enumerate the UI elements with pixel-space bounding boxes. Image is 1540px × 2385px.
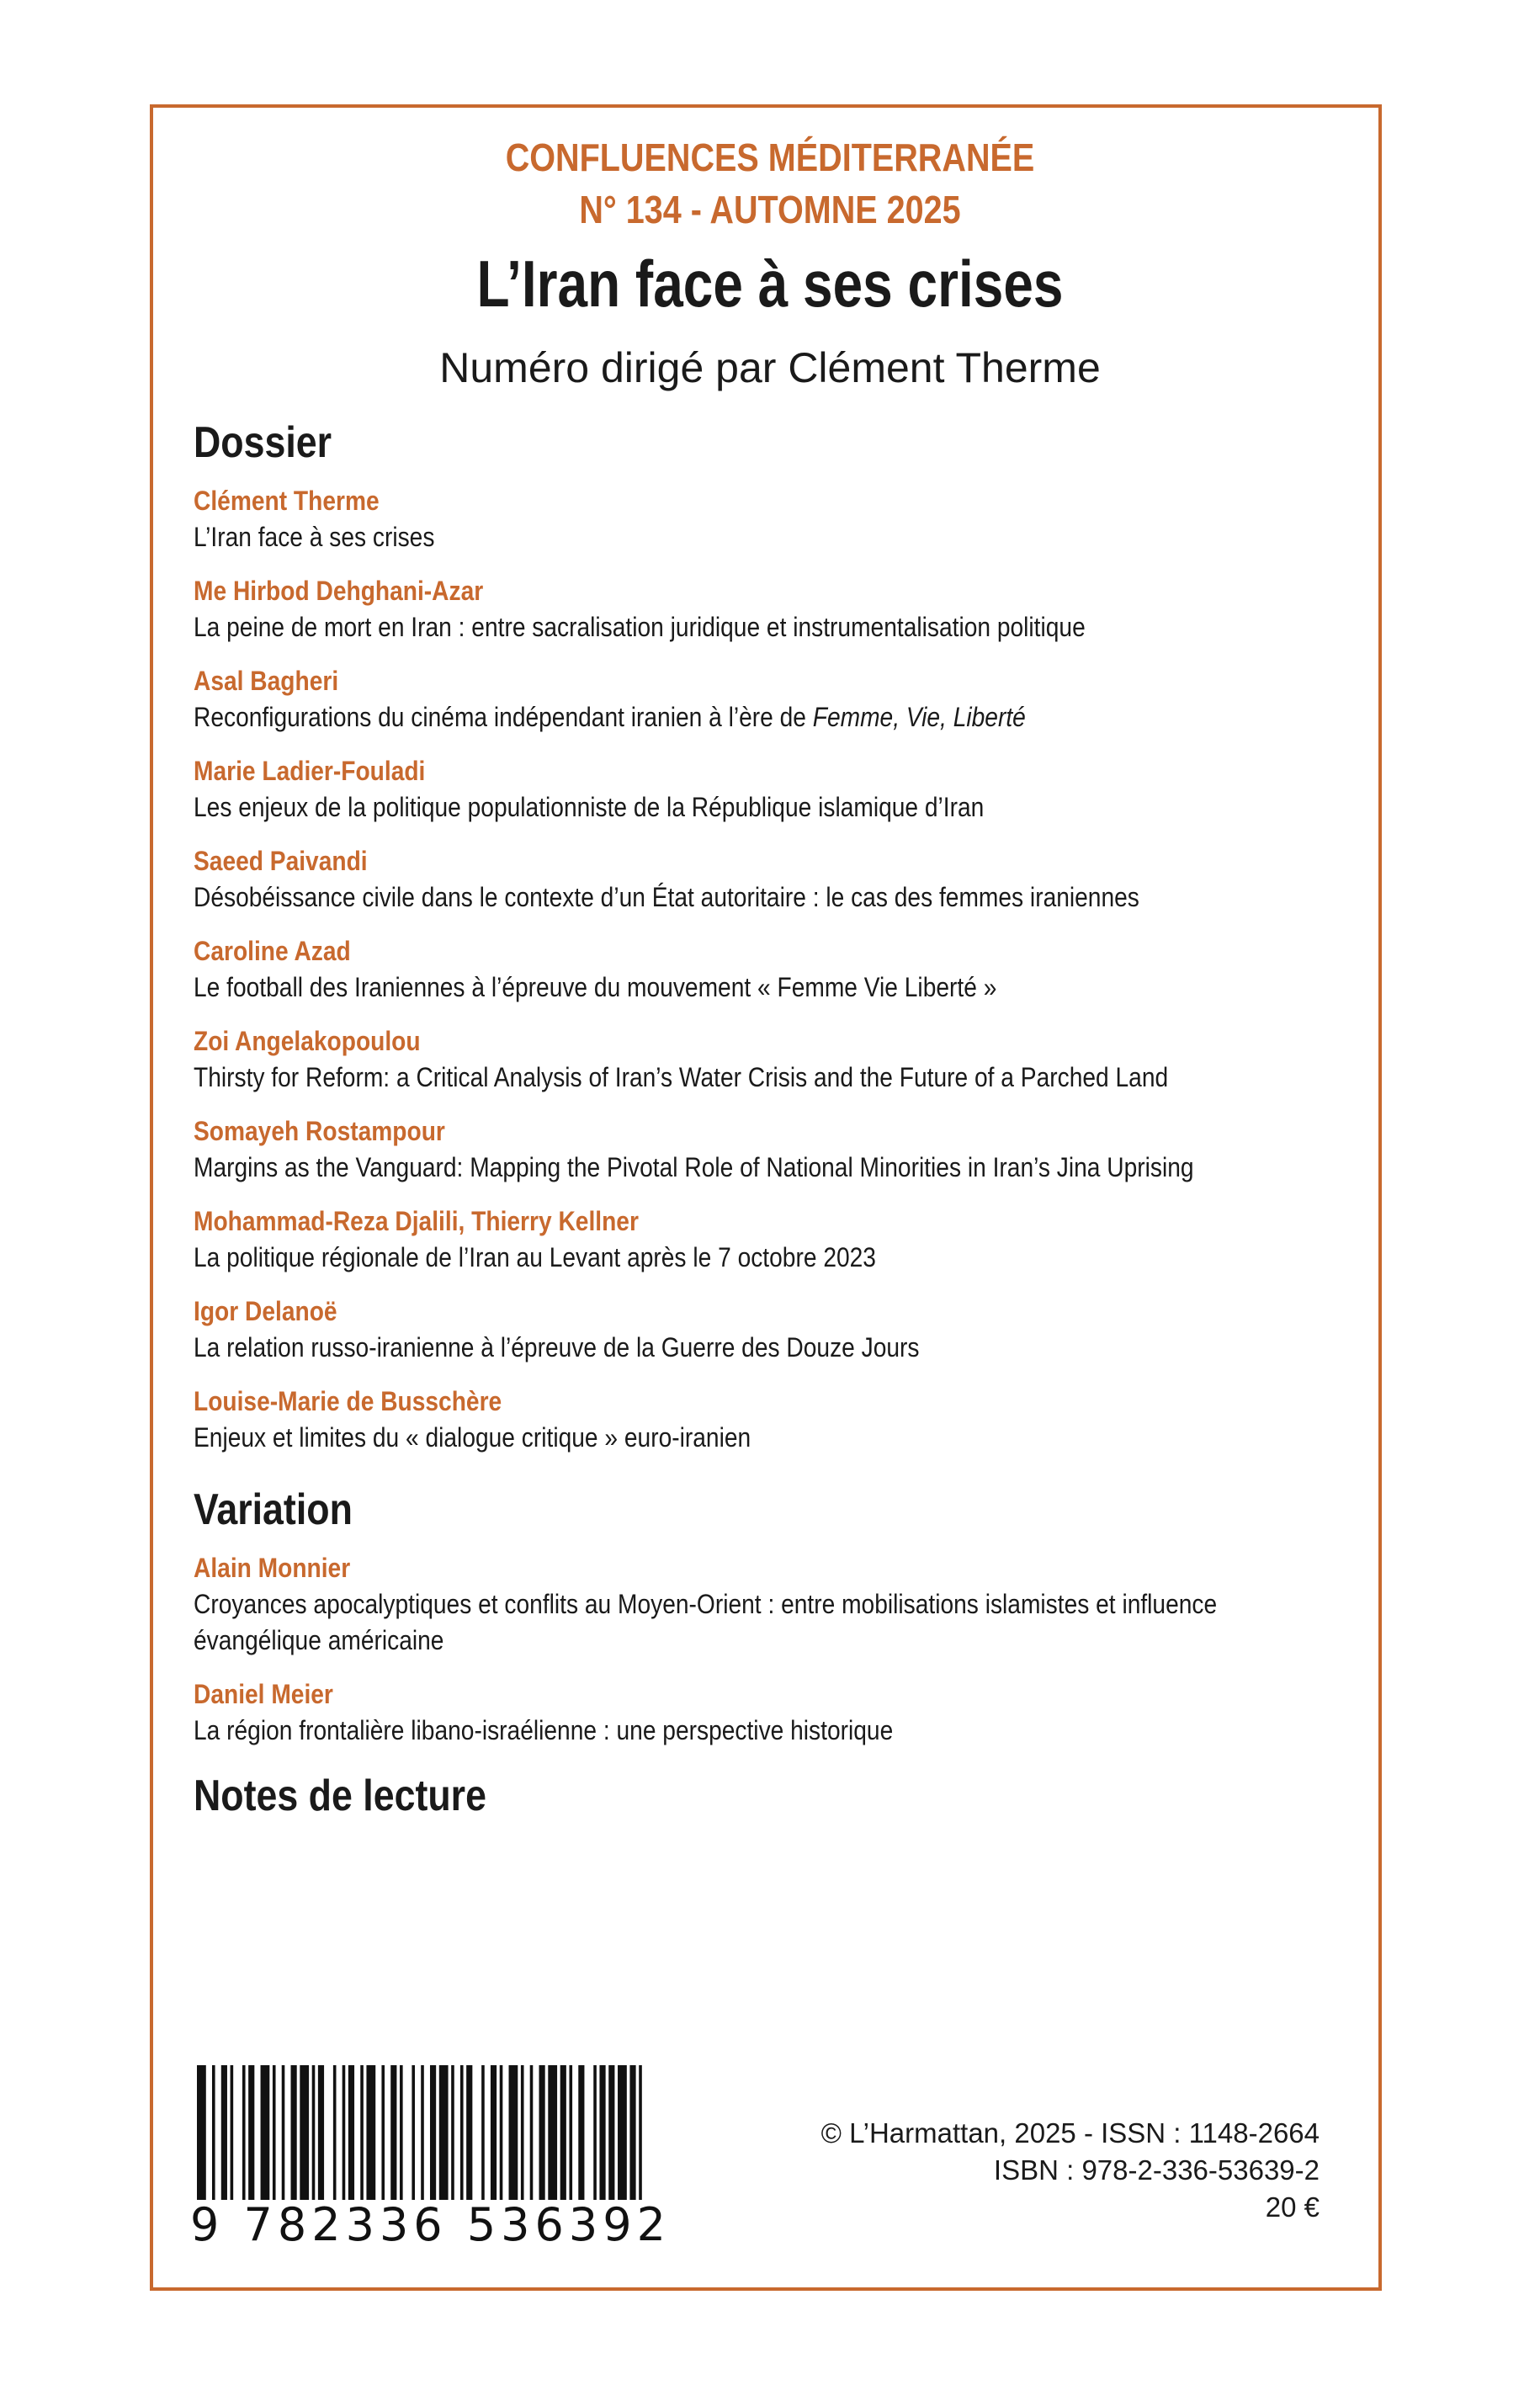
barcode-bar	[539, 2065, 545, 2200]
barcode-bar	[273, 2065, 276, 2200]
barcode-number: 9 782336 536392	[190, 2198, 671, 2251]
article-title: La politique régionale de l’Iran au Levant après le 7 octobre 2023	[194, 1242, 876, 1272]
article-title: Enjeux et limites du « dialogue critique » euro-iranien	[194, 1422, 751, 1453]
article-author: Me Hirbod Dehghani-Azar	[194, 576, 484, 606]
article-title: Les enjeux de la politique populationniste de la République islamique d’Iran	[194, 792, 985, 822]
barcode-bar	[390, 2065, 396, 2200]
barcode-bar	[500, 2065, 503, 2200]
price: 20 €	[1265, 2191, 1320, 2223]
article-author: Clément Therme	[194, 486, 380, 516]
barcode-bar	[639, 2065, 642, 2200]
barcode-bar	[381, 2065, 385, 2200]
barcode-bar	[348, 2065, 354, 2200]
barcode-bar	[593, 2065, 597, 2200]
article-author: Mohammad-Reza Djalili, Thierry Kellner	[194, 1206, 639, 1236]
barcode-bar	[430, 2065, 436, 2200]
barcode-bar	[569, 2065, 572, 2200]
list-item	[194, 573, 1271, 663]
list-item	[194, 483, 1271, 573]
barcode-bar	[451, 2065, 454, 2200]
barcode-bar	[466, 2065, 472, 2200]
isbn: ISBN : 978-2-336-53639-2	[993, 2154, 1320, 2186]
article-title: Le football des Iraniennes à l’épreuve du mouvement « Femme Vie Liberté »	[194, 972, 997, 1002]
issue-title: L’Iran face à ses crises	[476, 247, 1064, 321]
barcode-bar	[608, 2065, 614, 2200]
barcode-bar	[343, 2065, 346, 2200]
barcode-bar	[261, 2065, 270, 2200]
article-title: Margins as the Vanguard: Mapping the Pivotal Role of National Minorities in Iran’s Jina Uprising	[194, 1152, 1194, 1182]
barcode-bar	[400, 2065, 403, 2200]
barcode-bar	[618, 2065, 627, 2200]
article-title-line: Croyances apocalyptiques et conflits au Moyen-Orient : entre mobilisations islamistes et influence	[194, 1589, 1218, 1619]
article-author: Caroline Azad	[194, 936, 351, 966]
list-item	[194, 1113, 1271, 1203]
barcode-bar	[366, 2065, 375, 2200]
barcode-bar	[460, 2065, 464, 2200]
dossier-list	[194, 483, 1271, 1474]
article-title: Désobéissance civile dans le contexte d’un État autoritaire : le cas des femmes iraniennes	[194, 882, 1139, 912]
article-author: Daniel Meier	[194, 1679, 333, 1709]
article-author: Louise-Marie de Busschère	[194, 1386, 502, 1416]
article-title-line: évangélique américaine	[194, 1625, 444, 1655]
dossier-section	[194, 412, 1271, 473]
barcode-bar	[212, 2065, 215, 2200]
article-author: Saeed Paivandi	[194, 846, 368, 876]
list-item	[194, 1203, 1271, 1293]
issue-number: N° 134 - AUTOMNE 2025	[579, 188, 961, 231]
list-item	[194, 1293, 1271, 1384]
barcode-bar	[412, 2065, 415, 2200]
article-title: La peine de mort en Iran : entre sacralisation juridique et instrumentalisation politique	[194, 612, 1086, 642]
barcode-bar	[521, 2065, 524, 2200]
barcode-bar	[318, 2065, 324, 2200]
article-title-italic: Femme, Vie, Liberté	[812, 702, 1026, 732]
barcode-bar	[300, 2065, 309, 2200]
barcode-bar	[548, 2065, 557, 2200]
barcode-bar	[481, 2065, 485, 2200]
barcode-bar	[242, 2065, 246, 2200]
barcode-bar	[360, 2065, 364, 2200]
barcode-bar	[599, 2065, 605, 2200]
barcode-bar	[560, 2065, 566, 2200]
barcode-bar	[248, 2065, 254, 2200]
article-title: L’Iran face à ses crises	[194, 522, 435, 552]
barcode-bar	[629, 2065, 635, 2200]
journal-name: CONFLUENCES MÉDITERRANÉE	[505, 135, 1035, 179]
article-author: Asal Bagheri	[194, 666, 339, 696]
article-title-text: Reconfigurations du cinéma indépendant iranien à l’ère de	[194, 702, 813, 732]
barcode-bar	[291, 2065, 297, 2200]
barcode-bar	[333, 2065, 337, 2200]
variation-heading: Variation	[194, 1485, 353, 1534]
barcode-bar	[530, 2065, 534, 2200]
barcode-bar	[491, 2065, 497, 2200]
list-item	[194, 933, 1271, 1023]
dossier-heading: Dossier	[194, 418, 332, 467]
list-item	[194, 843, 1271, 933]
barcode-bar	[197, 2065, 206, 2200]
barcode-bar	[578, 2065, 584, 2200]
list-item	[194, 1550, 1271, 1676]
article-author: Igor Delanoë	[194, 1296, 337, 1326]
list-item	[194, 1384, 1271, 1474]
copyright: © L’Harmattan, 2025 - ISSN : 1148-2664	[820, 2117, 1320, 2149]
barcode	[197, 2065, 648, 2200]
article-title	[194, 699, 1260, 736]
list-item	[194, 663, 1271, 753]
article-title: La région frontalière libano-israélienne : une perspective historique	[194, 1715, 894, 1745]
article-title: La relation russo-iranienne à l’épreuve de la Guerre des Douze Jours	[194, 1332, 920, 1362]
barcode-bar	[312, 2065, 316, 2200]
barcode-bar	[221, 2065, 227, 2200]
list-item	[194, 1023, 1271, 1113]
article-title: Thirsty for Reform: a Critical Analysis of Iran’s Water Crisis and the Future of a Parched Land	[194, 1062, 1169, 1092]
article-author: Zoi Angelakopoulou	[194, 1026, 421, 1056]
barcode-bar	[282, 2065, 285, 2200]
list-item	[194, 753, 1271, 843]
barcode-bar	[509, 2065, 518, 2200]
variation-section	[194, 1479, 1271, 1540]
list-item	[194, 1676, 1271, 1766]
barcode-bar	[231, 2065, 234, 2200]
issue-director: Numéro dirigé par Clément Therme	[439, 344, 1101, 391]
variation-list	[194, 1550, 1271, 1766]
notes-heading: Notes de lecture	[194, 1771, 486, 1820]
article-author: Alain Monnier	[194, 1553, 351, 1583]
notes-section	[194, 1766, 1271, 1826]
article-author: Marie Ladier-Fouladi	[194, 756, 426, 786]
barcode-bar	[439, 2065, 449, 2200]
barcode-bar	[421, 2065, 424, 2200]
article-author: Somayeh Rostampour	[194, 1116, 445, 1146]
